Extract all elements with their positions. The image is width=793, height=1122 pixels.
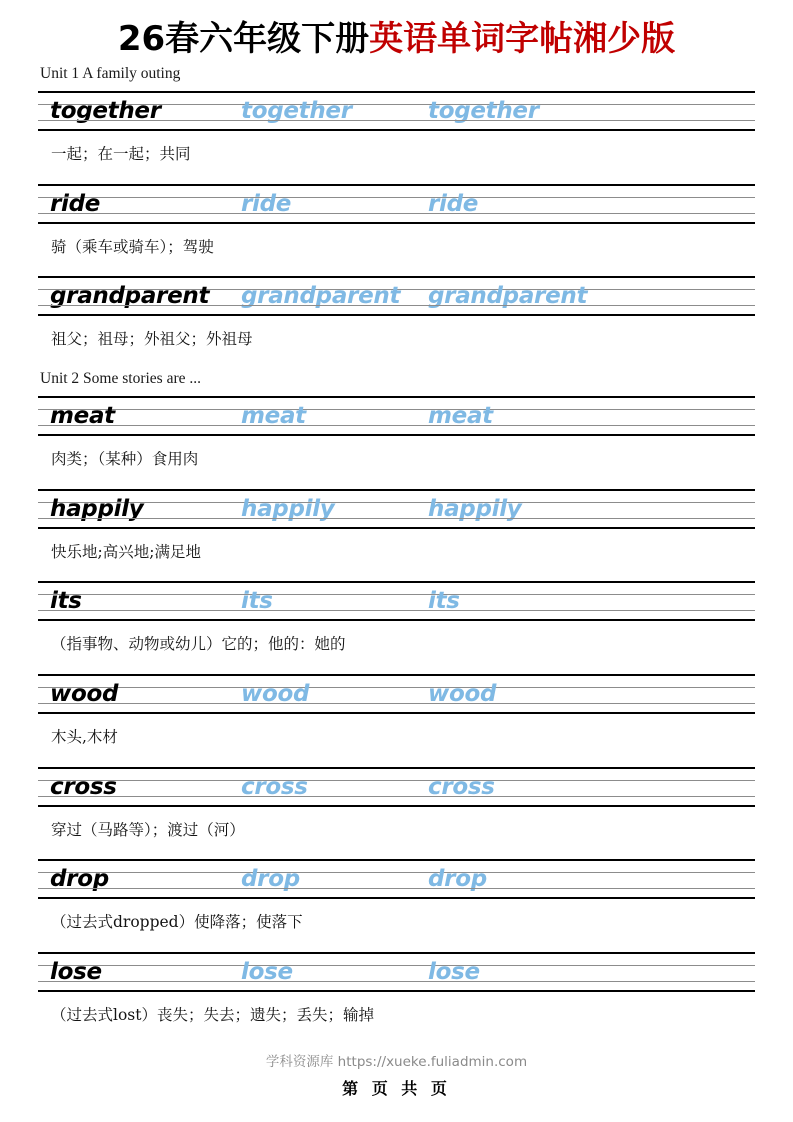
handwriting-ruling-block [38,767,755,807]
word-trace-1: grandparent [241,283,401,310]
word-trace-2: lose [428,959,480,986]
word-practice-row [38,954,755,990]
word-trace-1: drop [241,866,300,893]
word-model: together [50,97,161,124]
handwriting-ruling-block [38,276,755,316]
word-model: happily [50,495,144,522]
word-trace-2: drop [428,866,487,893]
word-meaning: 一起；在一起；共同 [51,144,191,163]
page-title [38,0,755,58]
word-trace-2: meat [428,402,493,429]
word-meaning: 穿过（马路等）；渡过（河） [51,820,245,839]
word-model: drop [50,866,109,893]
word-model: ride [50,190,101,217]
handwriting-ruling-block [38,674,755,714]
word-practice-row [38,398,755,434]
page-indicator: 第 页 共 页 [342,1078,451,1098]
word-meaning: 快乐地;高兴地;满足地 [51,542,201,561]
word-practice-row [38,861,755,897]
word-trace-1: wood [241,680,310,707]
entry-list [38,64,755,1039]
word-model: its [50,588,82,615]
word-trace-2: ride [428,190,479,217]
unit-heading: Unit 1 A family outing [40,65,181,82]
word-practice-row [38,186,755,222]
word-trace-2: its [428,588,460,615]
page-footer [0,1052,793,1104]
word-practice-row [38,676,755,712]
word-model: cross [50,773,117,800]
word-practice-row [38,278,755,314]
handwriting-ruling-block [38,859,755,899]
word-model: lose [50,959,102,986]
word-model: wood [50,680,119,707]
handwriting-ruling-block [38,184,755,224]
word-meaning: （过去式lost）丧失；失去；遗失；丢失；输掉 [51,1006,374,1025]
handwriting-ruling-block [38,489,755,529]
handwriting-ruling-block [38,91,755,131]
word-practice-row [38,769,755,805]
word-trace-1: ride [241,190,292,217]
page-title-black-part: 26春六年级下册 [117,19,370,59]
handwriting-ruling-block [38,952,755,992]
word-trace-2: happily [428,495,522,522]
word-meaning: 祖父；祖母；外祖父；外祖母 [51,330,253,349]
word-trace-2: wood [428,680,497,707]
word-practice-row [38,93,755,129]
handwriting-ruling-block [38,396,755,436]
word-trace-2: grandparent [428,283,588,310]
word-trace-1: together [241,97,352,124]
handwriting-ruling-block [38,581,755,621]
word-meaning: 木头,木材 [51,727,118,746]
word-trace-1: cross [241,773,308,800]
word-meaning: （指事物、动物或幼儿）它的；他的：她的 [51,635,346,654]
word-trace-2: cross [428,773,495,800]
word-practice-row [38,491,755,527]
page-title-red-part: 英语单词字帖湘少版 [369,19,676,59]
word-practice-row [38,583,755,619]
word-trace-1: meat [241,402,306,429]
word-model: meat [50,402,115,429]
unit-heading: Unit 2 Some stories are ... [40,369,202,387]
word-meaning: （过去式dropped）使降落；使落下 [51,913,303,932]
word-trace-1: its [241,588,273,615]
word-model: grandparent [50,283,210,310]
watermark-text: 学科资源库 https://xueke.fuliadmin.com [265,1054,528,1071]
word-meaning: 肉类；（某种）食用肉 [51,449,199,468]
word-meaning: 骑（乘车或骑车）；驾驶 [51,237,214,256]
word-trace-1: happily [241,495,335,522]
word-trace-2: together [428,97,539,124]
word-trace-1: lose [241,959,293,986]
